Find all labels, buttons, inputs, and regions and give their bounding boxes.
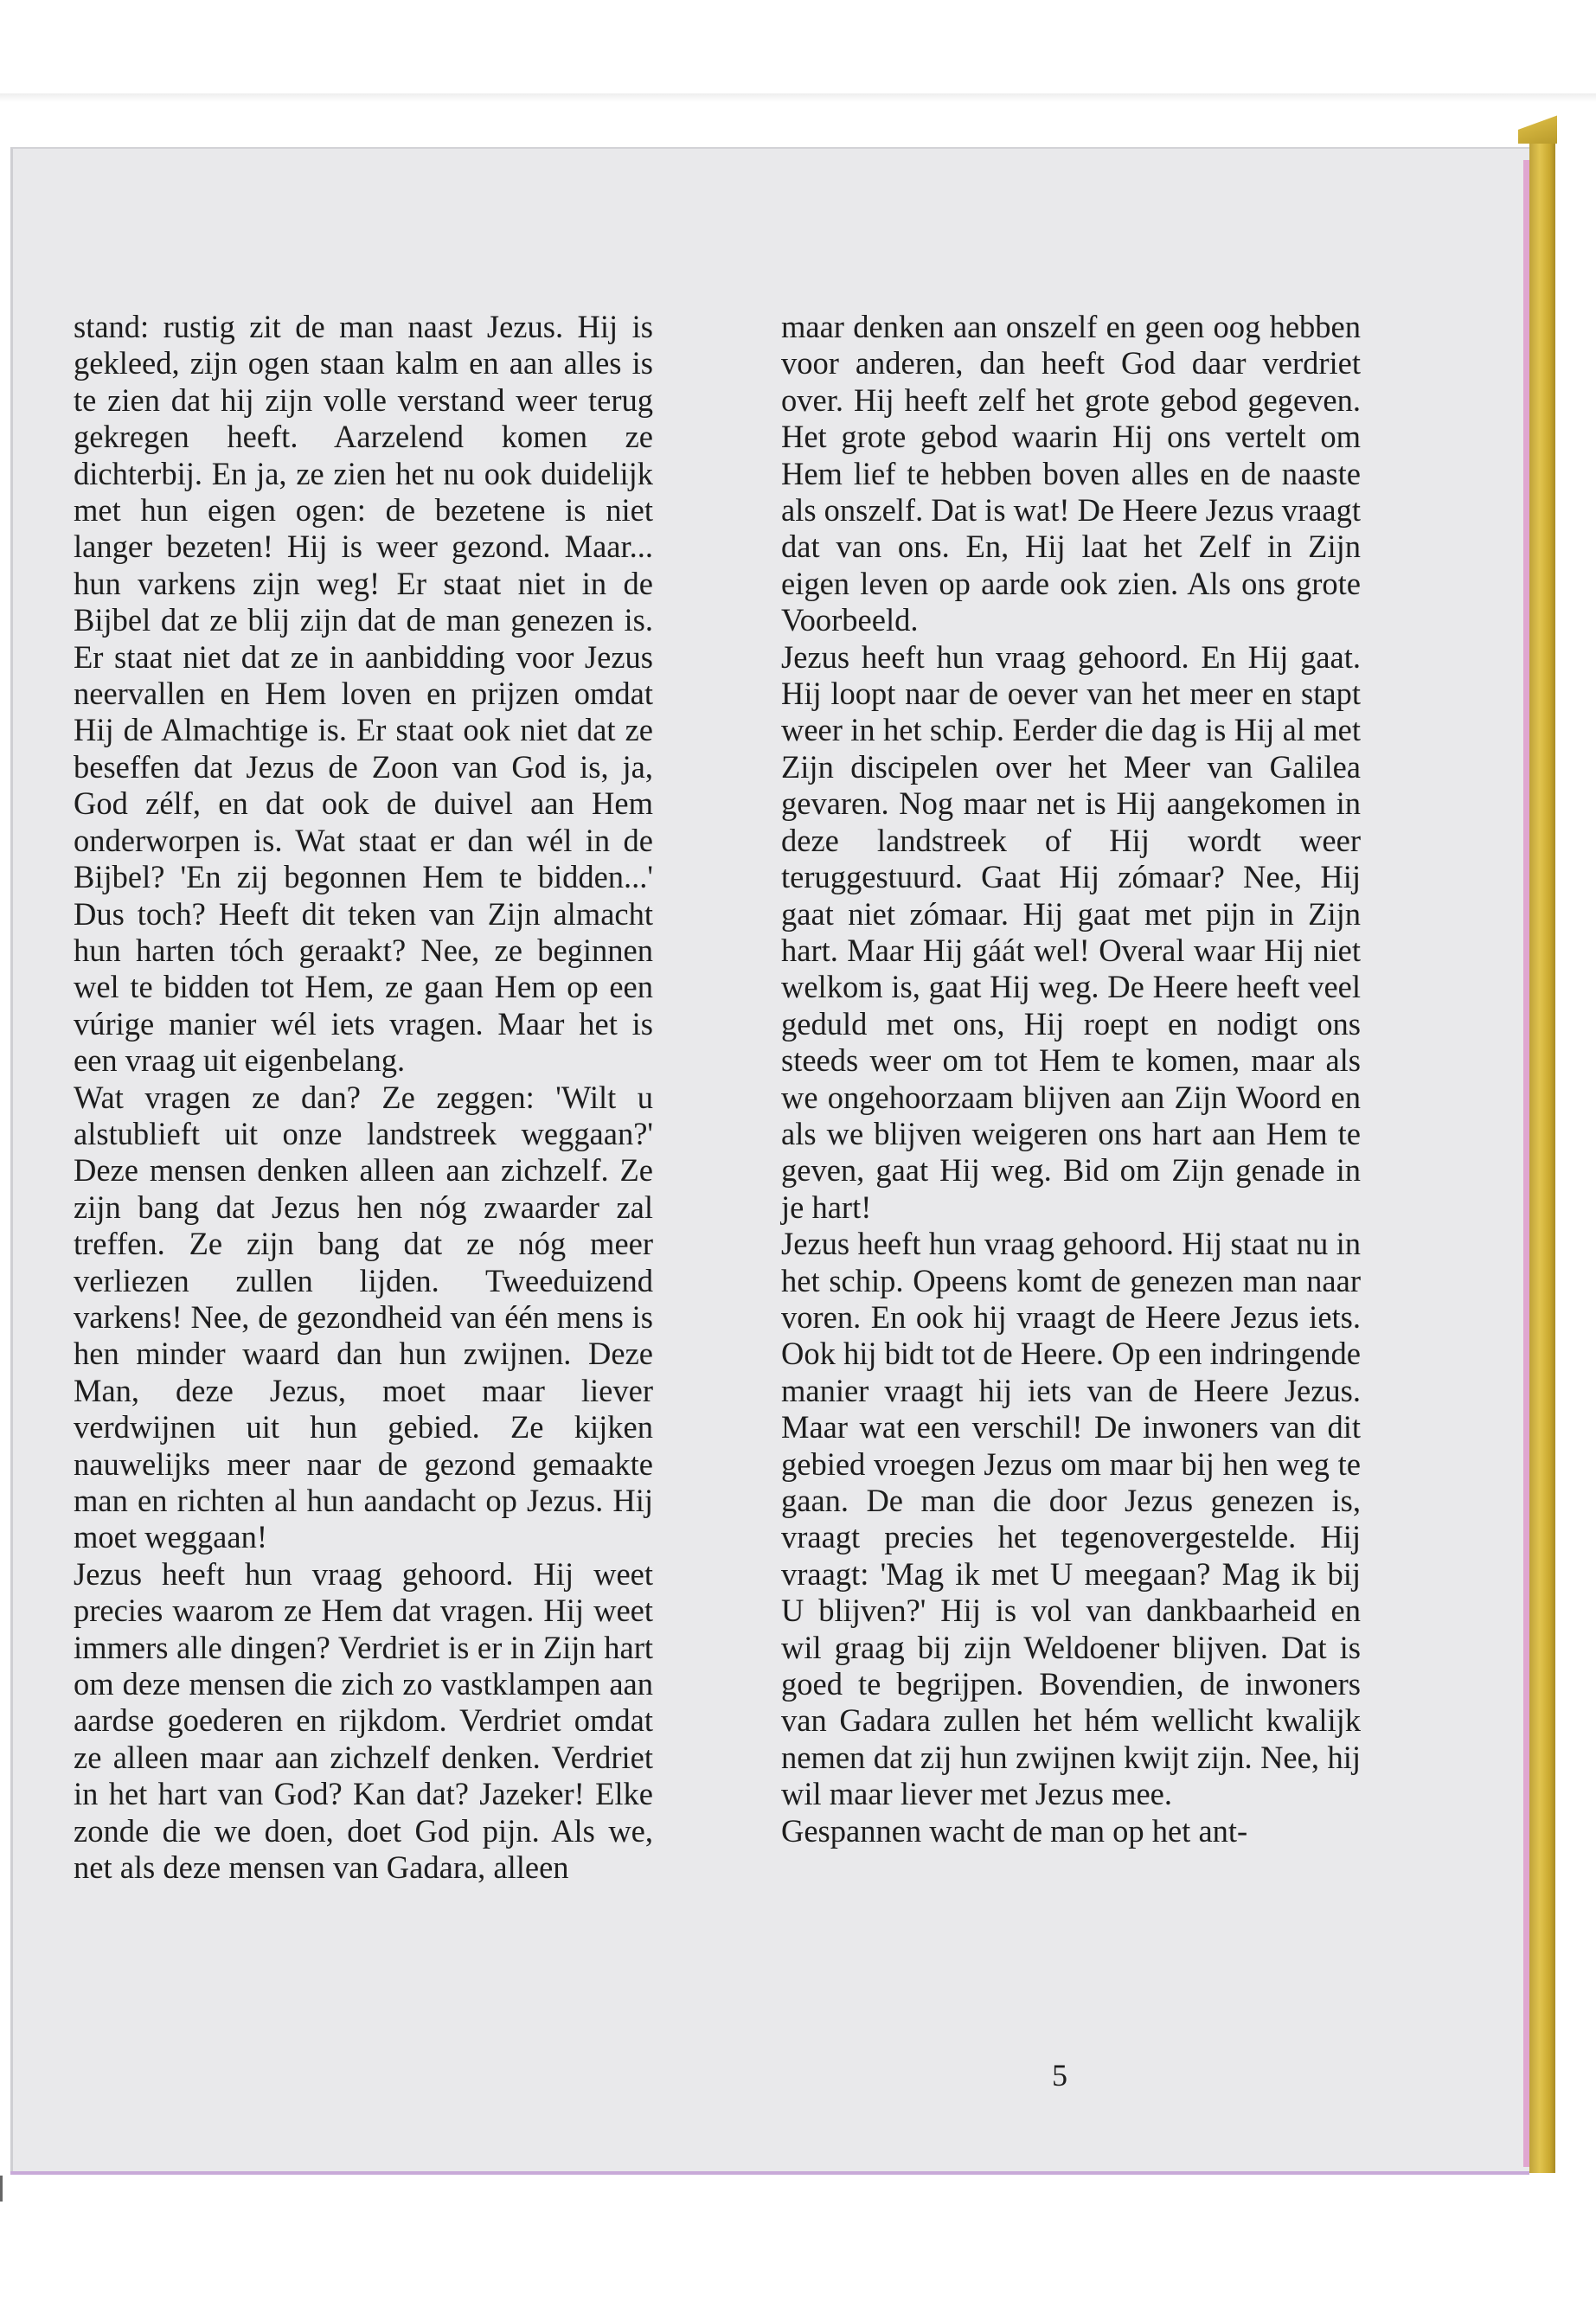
paragraph: stand: rustig zit de man naast Jezus. Hij is gekleed, zijn ogen staan kalm en aan alles is te zien dat hij zijn volle verstand weer terug gekregen heeft. Aarzelend komen ze dichterbij. En ja, ze zien het nu ook duidelijk met hun eigen ogen: de bezetene is niet langer bezeten! Hij is weer gezond. Maar... hun varkens zijn weg! Er staat niet in de Bijbel dat ze blij zijn dat de man genezen is. Er staat niet dat ze in aanbidding voor Jezus neervallen en Hem loven en prijzen omdat Hij de Almachtige is. Er staat ook niet dat ze beseffen dat Jezus de Zoon van God is, ja, God zélf, en dat ook de duivel aan Hem onderworpen is. Wat staat er dan wél in de Bijbel? 'En zij begonnen Hem te bidden...' Dus toch? Heeft dit teken van Zijn almacht hun harten tóch geraakt? Nee, ze beginnen wel te bidden tot Hem, ze gaan Hem op een vúrige manier wél iets vragen. Maar het is een vraag uit eigenbelang. <box>74 309 653 1079</box>
scan-mark <box>0 2176 20 2202</box>
left-column <box>74 309 653 1886</box>
page-bottom-edge <box>10 2171 1529 2175</box>
paragraph: Jezus heeft hun vraag gehoord. Hij staat nu in het schip. Opeens komt de genezen man naar voren. En ook hij vraagt de Heere Jezus iets. Ook hij bidt tot de Heere. Op een indringende manier vraagt hij iets van de Heere Jezus. Maar wat een verschil! De inwoners van dit gebied vroegen Jezus om maar bij hen weg te gaan. De man die door Jezus genezen is, vraagt precies het tegenovergestelde. Hij vraagt: 'Mag ik met U meegaan? Mag ik bij U blijven?' Hij is vol van dankbaarheid en wil graag bij zijn Weldoener blijven. Dat is goed te begrijpen. Bovendien, de inwoners van Gadara zullen het hém wellicht kwalijk nemen dat zij hun zwijnen kwijt zijn. Nee, hij wil maar liever met Jezus mee. <box>781 1226 1361 1812</box>
paragraph: Wat vragen ze dan? Ze zeggen: 'Wilt u alstublieft uit onze landstreek weggaan?' Deze mensen denken alleen aan zichzelf. Ze zijn bang dat Jezus hen nóg zwaarder zal treffen. Ze zijn bang dat ze nóg meer verliezen zullen lijden. Tweeduizend varkens! Nee, de gezondheid van één mens is hen minder waard dan hun zwijnen. Deze Man, deze Jezus, moet maar liever verdwijnen uit hun gebied. Ze kijken nauwelijks meer naar de gezond gemaakte man en richten al hun aandacht op Jezus. Hij moet weggaan! <box>74 1079 653 1555</box>
page-edge-strip <box>1523 160 1529 2167</box>
page-number: 5 <box>1052 2058 1067 2093</box>
paragraph: maar denken aan onszelf en geen oog hebben voor anderen, dan heeft God daar verdriet over. Hij heeft zelf het grote gebod gegeven. Het grote gebod waarin Hij ons vertelt om Hem lief te hebben boven alles en de naaste als onszelf. Dat is wat! De Heere Jezus vraagt dat van ons. En, Hij laat het Zelf in Zijn eigen leven op aarde ook zien. Als ons grote Voorbeeld. <box>781 309 1361 638</box>
gold-corner <box>1518 114 1557 144</box>
gold-page-edge <box>1529 138 1555 2173</box>
right-column <box>781 309 1361 1849</box>
paragraph: Jezus heeft hun vraag gehoord. En Hij gaat. Hij loopt naar de oever van het meer en stapt weer in het schip. Eerder die dag is Hij al met Zijn discipelen over het Meer van Galilea gevaren. Nog maar net is Hij aangekomen in deze landstreek of Hij wordt weer teruggestuurd. Gaat Hij zómaar? Nee, Hij gaat niet zómaar. Hij gaat met pijn in Zijn hart. Maar Hij gáát wel! Overal waar Hij niet welkom is, gaat Hij weg. De Heere heeft veel geduld met ons, Hij roept en nodigt ons steeds weer om tot Hem te komen, maar als we ongehoorzaam blijven aan Zijn Woord en als we blijven weigeren ons hart aan Hem te geven, gaat Hij weg. Bid om Zijn genade in je hart! <box>781 638 1361 1225</box>
scan-top-shadow <box>0 93 1596 102</box>
paragraph: Gespannen wacht de man op het ant- <box>781 1812 1248 1849</box>
paragraph: Jezus heeft hun vraag gehoord. Hij weet precies waarom ze Hem dat vragen. Hij weet immers alle dingen? Verdriet is er in Zijn hart om deze mensen die zich zo vastklampen aan aardse goederen en rijkdom. Verdriet omdat ze alleen maar aan zichzelf denken. Verdriet in het hart van God? Kan dat? Jazeker! Elke zonde die we doen, doet God pijn. Als we, net als deze mensen van Gadara, alleen <box>74 1555 653 1886</box>
